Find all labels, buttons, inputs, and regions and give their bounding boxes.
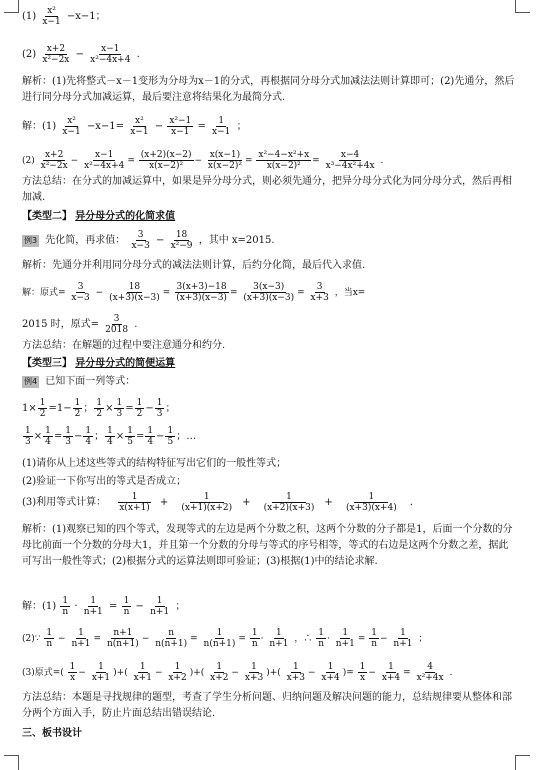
fraction: $\frac{\text{x²}}{x-1}$ bbox=[130, 116, 149, 137]
crop-mark-top-left bbox=[4, 0, 19, 13]
type-3-heading bbox=[22, 358, 175, 370]
fraction: $\frac{1}{x-1}$ bbox=[212, 116, 231, 137]
section-heading: 三、板书设计 bbox=[22, 728, 82, 739]
fraction: $\frac{3}{x+3}$ bbox=[310, 282, 329, 303]
punctuation: . bbox=[134, 319, 138, 330]
solution-5: (2)∵ $\frac{1}{n}$ − $\frac{1}{n+1}$ = $\frac{n+1}{n(n+1)}$ − $\frac{n}{n(n+1)}$ = $\frac{1}{n(n+1)}$ = $\frac{1}{n}$ · $\frac{1}{n+1}$ ，∴ $\frac{1}{n}$ · $\frac{1}{n+1}$ = $\frac{1}{n}$ − $\frac{1}{n+1}$ ； bbox=[22, 628, 428, 649]
fraction: $\frac{1}{n}$ bbox=[371, 628, 378, 649]
fraction: $\frac{1}{x}$ bbox=[69, 662, 76, 683]
fraction: $\frac{1}{4}$ bbox=[85, 426, 92, 447]
punctuation: . bbox=[380, 156, 384, 166]
fraction: $\frac{\text{x²−1}}{x-1}$ bbox=[169, 116, 192, 137]
fraction: $\frac{1}{4}$ bbox=[107, 426, 113, 447]
operator: = bbox=[125, 403, 134, 414]
type-title: 异分母分式的化简求值 bbox=[75, 211, 176, 222]
fraction: $\frac{x-4}{\text{x³−4x²+4x}}$ bbox=[325, 150, 375, 171]
fraction: $\frac{18}{(x+3)(x-3)}$ bbox=[109, 282, 160, 303]
solution-3-continued bbox=[22, 314, 137, 335]
expression-text: ，当x= bbox=[334, 288, 366, 298]
fraction: $\frac{1}{n+1}$ bbox=[71, 628, 91, 649]
fraction: $\frac{1}{x+3}$ bbox=[286, 662, 305, 683]
solution-3: 解：原式= $\frac{3}{x-3}$ − $\frac{18}{(x+3)(x-3)}$ = $\frac{3(x+3)-18}{(x+3)(x-3)}$ = $\frac{3(x-3)}{(x+3)(x-3)}$ = $\frac{3}{x+3}$ ，当x= bbox=[22, 282, 366, 303]
solution-label: (2)∵ bbox=[22, 634, 41, 644]
crop-mark-top-right bbox=[515, 0, 530, 13]
operator: − bbox=[75, 49, 84, 60]
expression-text: 1× bbox=[22, 403, 37, 414]
fraction: $\frac{1}{(x+3)(x+4)}$ bbox=[345, 492, 397, 513]
task-3: (3)利用等式计算： $\frac{1}{x(x+1)}$ + $\frac{1}{(x+1)(x+2)}$ + $\frac{1}{(x+2)(x+3)}$ + $\frac{1}{(x+3)(x+4)}$ . bbox=[22, 492, 414, 513]
operator: − bbox=[95, 288, 104, 298]
fraction: $\frac{1}{x+1}$ bbox=[91, 662, 111, 683]
fraction: $\frac{x+2}{\text{x²−2x}}$ bbox=[42, 44, 70, 65]
operator: − bbox=[154, 121, 164, 132]
operator: − bbox=[156, 235, 165, 246]
fraction: $\frac{\text{x²−4−x²+x}}{\text{x(x−2)²}}$ bbox=[258, 150, 310, 171]
operator: ； bbox=[83, 403, 94, 414]
operator: =1− bbox=[48, 403, 72, 414]
example-3 bbox=[22, 230, 275, 251]
fraction: $\frac{1}{x+1}$ bbox=[133, 662, 152, 683]
fraction: $\frac{1}{x+3}$ bbox=[244, 662, 264, 683]
fraction: $\frac{1}{(x+1)(x+2)}$ bbox=[181, 492, 233, 513]
fraction: $\frac{1}{n}$ bbox=[46, 628, 53, 649]
operator: ，∴ bbox=[294, 634, 313, 644]
operator: × bbox=[115, 431, 125, 442]
fraction: $\frac{n+1}{n(n+1)}$ bbox=[106, 628, 139, 649]
operator: = bbox=[108, 601, 118, 612]
fraction: $\frac{1}{(x+2)(x+3)}$ bbox=[263, 492, 315, 513]
fraction: $\frac{x-1}{\text{x²−4x+4}}$ bbox=[84, 150, 125, 171]
question-2 bbox=[22, 44, 140, 65]
question-label: (1) bbox=[22, 11, 37, 22]
fraction: $\frac{1}{5}$ bbox=[167, 426, 174, 447]
fraction: $\frac{1}{n}$ bbox=[318, 628, 324, 649]
example-tag: 例3 bbox=[24, 236, 38, 245]
summary-1: 方法总结：在分式的加减运算中，如果是异分母分式，则必须先通分，把异分母分式化为同分母分式，然后再相加减. bbox=[22, 176, 512, 203]
punctuation: ； bbox=[175, 601, 186, 612]
fraction: $\frac{(x+2)(x-2)}{\text{x(x−2)²}}$ bbox=[140, 150, 192, 171]
fraction: $\frac{1}{2}$ bbox=[39, 398, 46, 419]
operator: − bbox=[145, 403, 154, 414]
solution-1 bbox=[22, 116, 247, 137]
expression-text: −x−1= bbox=[86, 121, 125, 132]
example-tag: 例4 bbox=[24, 377, 38, 386]
fraction: $\frac{1}{n}$ bbox=[251, 628, 258, 649]
fraction: $\frac{1}{x+2}$ bbox=[210, 662, 229, 683]
expression-text: 2015 时，原式= bbox=[22, 319, 100, 330]
fraction: $\frac{1}{2}$ bbox=[74, 398, 81, 419]
type-bracket: 【类型三】 bbox=[22, 358, 72, 369]
fraction: $\frac{1}{2}$ bbox=[136, 398, 143, 419]
equation-row-1 bbox=[22, 398, 175, 419]
type-bracket: 【类型二】 bbox=[22, 211, 72, 222]
fraction: $\frac{1}{n}$ bbox=[123, 596, 130, 617]
solution-label: (2) bbox=[22, 156, 35, 166]
operator: × bbox=[105, 403, 114, 414]
fraction: $\frac{1}{3}$ bbox=[65, 426, 71, 447]
punctuation: . bbox=[409, 497, 414, 508]
fraction: $\frac{1}{x(x+1)}$ bbox=[119, 492, 150, 513]
summary-3: 方法总结：本题是寻找规律的题型，考查了学生分析问题、归纳问题及解决问题的能力，总结规律要从整体和部分两个方面入手，防止片面总结出错误结论. bbox=[22, 692, 512, 719]
expression-text: −x−1； bbox=[66, 11, 106, 22]
task-2: (2)验证一下你写出的等式是否成立； bbox=[22, 476, 187, 487]
punctuation: . bbox=[449, 668, 453, 678]
fraction: $\frac{1}{x+4}$ bbox=[321, 662, 340, 683]
fraction: $\frac{1}{3}$ bbox=[116, 398, 123, 419]
fraction: $\frac{3(x+3)-18}{(x+3)(x-3)}$ bbox=[176, 282, 227, 303]
solution-2: (2) $\frac{x+2}{\text{x²−2x}}$ − $\frac{x-1}{\text{x²−4x+4}}$ = $\frac{(x+2)(x-2)}{\text{x(x−2)²}}$ − $\frac{x(x-1)}{\text{x(x−2)²}}$ = $\frac{\text{x²−4−x²+x}}{\text{x(x−2)²}}$ = $\frac{x-4}{\text{x³−4x²+4x}}$ . bbox=[22, 150, 384, 171]
task-1: (1)请你从上述这些等式的结构特征写出它们的一般性等式； bbox=[22, 458, 287, 469]
operator: = bbox=[135, 431, 145, 442]
fraction: $\frac{1}{x}$ bbox=[359, 662, 366, 683]
example-4 bbox=[22, 376, 135, 388]
summary-2: 方法总结：在解题的过程中要注意通分和约分. bbox=[22, 340, 226, 351]
operator: = bbox=[197, 121, 206, 132]
fraction: $\frac{n}{n(n+1)}$ bbox=[155, 628, 188, 649]
type-title: 异分母分式的简便运算 bbox=[75, 358, 176, 369]
operator: − bbox=[156, 431, 165, 442]
operator: ； bbox=[165, 403, 176, 414]
fraction: $\frac{1}{n+1}$ bbox=[335, 628, 355, 649]
question-label: (2) bbox=[22, 49, 37, 60]
fraction: $\frac{1}{x+4}$ bbox=[381, 662, 401, 683]
solution-label: 解：原式= bbox=[22, 288, 66, 298]
fraction: $\frac{1}{4}$ bbox=[45, 426, 51, 447]
fraction: $\frac{3}{x-3}$ bbox=[131, 230, 150, 251]
operator: · bbox=[74, 601, 78, 612]
operator: − bbox=[73, 431, 83, 442]
type-2-heading bbox=[22, 211, 175, 223]
task-label: (3)利用等式计算： bbox=[22, 497, 107, 508]
fraction: $\frac{x+2}{\text{x²−2x}}$ bbox=[40, 150, 68, 171]
punctuation: . bbox=[136, 49, 140, 60]
fraction: $\frac{3}{x-3}$ bbox=[71, 282, 90, 303]
fraction: $\frac{\text{x²}}{x-1}$ bbox=[62, 116, 81, 137]
solution-label: (3)原式= bbox=[22, 668, 61, 678]
fraction: $\frac{x(x-1)}{\text{x(x−2)²}}$ bbox=[207, 150, 242, 171]
fraction: $\frac{1}{4}$ bbox=[147, 426, 154, 447]
question-1 bbox=[22, 6, 106, 27]
fraction: $\frac{1}{2}$ bbox=[96, 398, 103, 419]
example-text: 先化简，再求值： bbox=[45, 235, 126, 246]
analysis-2: 解析：先通分并利用同分母分式的减法法则计算，后约分化简，最后代入求值. bbox=[22, 260, 366, 271]
punctuation: ； bbox=[236, 121, 247, 132]
fraction: $\frac{1}{n+1}$ bbox=[83, 596, 103, 617]
fraction: $\frac{1}{n+1}$ bbox=[393, 628, 413, 649]
fraction: $\frac{\text{x²}}{x-1}$ bbox=[42, 6, 61, 27]
fraction: $\frac{1}{5}$ bbox=[127, 426, 133, 447]
operator: ； bbox=[94, 431, 105, 442]
fraction: $\frac{4}{\text{x²+4x}}$ bbox=[416, 662, 444, 683]
solution-4 bbox=[22, 596, 185, 617]
analysis-1: 解析：(1)先将整式－x－1变形为分母为x－1的分式，再根据同分母分式加减法法则计算即可；(2)先通分，然后进行同分母分式加减运算，最后要注意将结果化为最简分式. bbox=[22, 76, 515, 103]
operator: = bbox=[53, 431, 63, 442]
fraction: $\frac{1}{n}$ bbox=[62, 596, 69, 617]
example-text: 已知下面一列等式： bbox=[45, 376, 136, 387]
punctuation: ； bbox=[418, 634, 428, 644]
fraction: $\frac{1}{n+1}$ bbox=[269, 628, 289, 649]
fraction: $\frac{3(x-3)}{(x+3)(x-3)}$ bbox=[243, 282, 295, 303]
fraction: $\frac{1}{3}$ bbox=[156, 398, 163, 419]
equation-row-2 bbox=[22, 426, 196, 447]
fraction: $\frac{1}{n+1}$ bbox=[150, 596, 170, 617]
analysis-3: 解析：(1)观察已知的四个等式，发现等式的左边是两个分数之积，这两个分数的分子都是1，后面一个分数的分母比前面一个分数的分母大1，并且第一个分数的分母与等式的序号相等，等式的右边是这两个分数之差，据此可写出一般性等式；(2)根据分式的运算法则即可验证；(3)根据(1)中的结论求解. bbox=[22, 524, 513, 567]
fraction: $\frac{x-1}{\text{x²−4x+4}}$ bbox=[90, 44, 131, 65]
fraction: $\frac{18}{\text{x²−9}}$ bbox=[170, 230, 193, 251]
condition-text: ，其中 x=2015. bbox=[198, 235, 275, 246]
operator: ；… bbox=[176, 431, 197, 442]
fraction: $\frac{1}{x+2}$ bbox=[168, 662, 187, 683]
solution-label: 解：(1) bbox=[22, 601, 57, 612]
fraction: $\frac{3}{2018}$ bbox=[105, 314, 129, 335]
operator: − bbox=[135, 601, 144, 612]
solution-6: (3)原式=( $\frac{1}{x}$ − $\frac{1}{x+1}$ )+( $\frac{1}{x+1}$ − $\frac{1}{x+2}$ )+( $\frac{1}{x+2}$ − $\frac{1}{x+3}$ )+( $\frac{1}{x+3}$ − $\frac{1}{x+4}$ )= $\frac{1}{x}$ − $\frac{1}{x+4}$ = $\frac{4}{\text{x²+4x}}$ . bbox=[22, 662, 453, 683]
operator: × bbox=[33, 431, 43, 442]
operator: − bbox=[58, 634, 66, 644]
fraction: $\frac{1}{n(n+1)}$ bbox=[203, 628, 236, 649]
fraction: $\frac{1}{3}$ bbox=[25, 426, 31, 447]
solution-label: 解：(1) bbox=[22, 121, 57, 132]
